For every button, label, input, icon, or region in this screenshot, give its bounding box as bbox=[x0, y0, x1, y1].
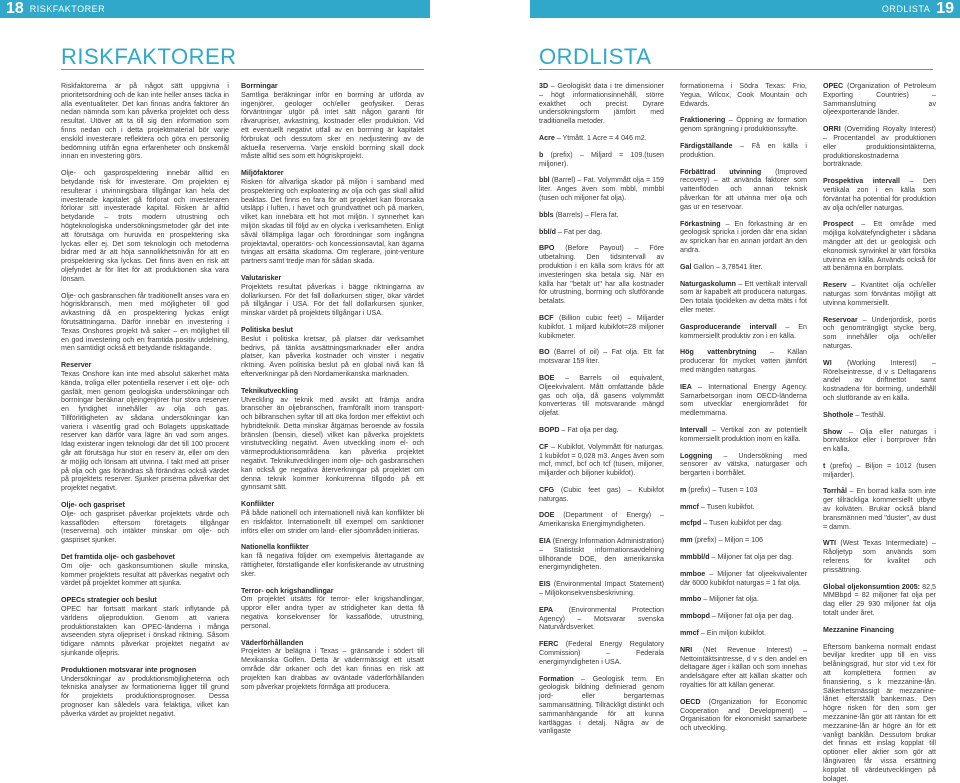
glossary-term: m bbox=[680, 485, 687, 494]
glossary-term: BOE bbox=[539, 373, 555, 382]
glossary-term: Prospektiva intervall bbox=[823, 177, 900, 186]
glossary-term: BO bbox=[539, 348, 550, 357]
glossary-entry bbox=[539, 134, 664, 143]
glossary-definition: – Källan producerar för mycket vatten jämfört med mängden naturgas. bbox=[680, 348, 807, 374]
glossary-entry bbox=[539, 443, 664, 478]
glossary-definition: – Fat olja per dag. bbox=[559, 425, 619, 434]
glossary-term: IEA bbox=[680, 382, 692, 391]
glossary-term: ORRI bbox=[823, 125, 841, 134]
glossary-entry bbox=[823, 462, 936, 480]
glossary-term: WTI bbox=[823, 539, 836, 548]
glossary-entry bbox=[680, 348, 807, 374]
glossary-definition: (West Texas Intermediate) – Råoljetyp som används som referens för kvalitet och prissättning. bbox=[823, 539, 936, 574]
glossary-term: CFG bbox=[539, 485, 554, 494]
section-body: Projektets resultat påverkas i bägge riktningarna av dollarkursen. För det fall dollarkursen stiger, ökar värdet på tillgångar i USA. För det fall dollarkursen sjunker, minskar värdet på projektets tillgångar i USA. bbox=[241, 282, 424, 318]
glossary-term: EIS bbox=[539, 580, 551, 589]
glossary-term: mmbopd bbox=[680, 612, 710, 621]
glossary-definition: – Geologiskt data i tre dimensioner – högt informationsinnehåll, större exakthet och precist. Dyrare undersökningsform jämfört med traditionella metoder. bbox=[539, 82, 664, 126]
glossary-definition: (Energy Information Administration) – Statistiskt informationsavdelning tillhörande DOE, den amerikanska energimyndigheten. bbox=[539, 537, 664, 572]
glossary-definition: – Tusen kubikfot. bbox=[698, 502, 755, 511]
glossary-term: Show bbox=[823, 427, 842, 436]
glossary-entry bbox=[680, 629, 807, 638]
glossary-entry bbox=[823, 583, 936, 618]
glossary-entry bbox=[539, 426, 664, 435]
glossary-term: Förkastning bbox=[680, 219, 721, 228]
glossary-entry bbox=[539, 176, 664, 202]
glossary-entry bbox=[539, 82, 664, 126]
glossary-term: Mezzanine Financing bbox=[823, 625, 894, 634]
glossary-definition: (prefix) – Tusen = 103 bbox=[686, 485, 758, 494]
glossary-term: BPO bbox=[539, 244, 555, 253]
glossary-term: mmcf bbox=[680, 629, 699, 638]
glossary-definition: – Fat per dag. bbox=[555, 227, 603, 236]
section-body: Samtliga beräkningar inför en borrning är utförda av ingenjörer, geologer och/eller geofysiker. Deras förväntningar utgör på intet sätt någon garanti för råvarupriser, avkastning, kostnader eller produktion. Vid ett eventuellt negativt utfall av en borrning är kapitalet förbrukat och dessutom sker en nedjustering av de aktuella reserverna. Varje enskild borrning skall dock måste alltid ses som ett högriskprojekt. bbox=[241, 90, 424, 161]
glossary-entry bbox=[823, 626, 936, 635]
glossary-term: Gasproducerande intervall bbox=[680, 322, 777, 331]
glossary-column-3 bbox=[823, 82, 936, 783]
glossary-definition: (Environmental Protection Agency) – Motsvarar svenska Naturvårdsverket. bbox=[539, 605, 664, 632]
glossary-entry bbox=[680, 168, 807, 212]
glossary-term: WI bbox=[823, 358, 832, 367]
glossary-term: Formation bbox=[539, 674, 574, 683]
glossary-entry bbox=[823, 281, 936, 307]
glossary-definition: – Ett vertikalt intervall som är kapabelt att producera naturgas. Den totala tjockleken av detta mäts i fot eller meter. bbox=[680, 279, 807, 314]
glossary-entry bbox=[680, 612, 807, 621]
right-page-number: 19 bbox=[936, 0, 954, 17]
glossary-term: Prospect bbox=[823, 220, 854, 229]
glossary-definition: – Ein miljon kubikfot. bbox=[698, 629, 766, 638]
section-body: kan få negativa följder om exempelvis återtagande av rättigheter, förstatligande eller konfiskerande av utrustning sker. bbox=[241, 552, 424, 578]
glossary-entry bbox=[539, 511, 664, 529]
right-section-label: ORDLISTA bbox=[881, 4, 931, 14]
glossary-definition: (Organization of Petroleum Exporting Countries) – Sammanslutning av oljeexporterande länder. bbox=[823, 82, 936, 117]
glossary-term: EIA bbox=[539, 537, 551, 546]
glossary-definition: Gallon – 3,78541 liter. bbox=[691, 262, 763, 271]
glossary-column-1 bbox=[539, 82, 664, 736]
glossary-entry bbox=[823, 82, 936, 117]
section-body: Beslut i politiska kretsar, på platser där verksamhet bedrivs, på tänkta avsättningsmarknader eller andra platser, kan påverka kostnader och vinster i negativ riktning. Även politiska beslut på en global nivå kan få efterverkningar på den Nordamerikanska marknaden. bbox=[241, 334, 424, 378]
glossary-column-2 bbox=[680, 82, 808, 733]
glossary-entry bbox=[680, 519, 807, 528]
glossary-term: Reserv bbox=[823, 281, 847, 290]
intro-paragraph: Olje- och gasprospektering innebär alltid en betydande risk för investerare. Om projekten ej resulterar i utvinningsbara tillgångar kan hela det investerade kapitalet gå förlorat och investeraren förlorar sitt investerade kapital. Risken är alltid betydande – trots modern utrustning och högteknologiska undersökningsmetoder går det inte att förutsäga om huruvida en prospektering ska lyckas eller ej. Det som teknologin och metoderna bidrar med är att höja sannolikhetsnivån för att en prospektering ska lyckas. Det finns även en risk att oljefyndet är för litet för att produktionen ska vara lönsam. bbox=[61, 169, 229, 283]
glossary-entry bbox=[680, 503, 807, 512]
glossary-definition: – Olja eller naturgas i borrvätskor eller i borrprover från en källa. bbox=[823, 427, 936, 454]
section-body: Om olje- och gaskonsumtionen skulle minska, kommer projektets resultat att påverkas negativt och värdet på projektet kommer att sjunka. bbox=[61, 561, 229, 588]
glossary-term: mmbo bbox=[680, 595, 702, 604]
glossary-definition: – Den vertikala zon i en källa som förväntat ha potential för produktion av olja och/eller naturgas. bbox=[823, 177, 936, 212]
glossary-term: DOE bbox=[539, 511, 555, 520]
glossary-definition: (prefix) – Biljon = 1012 (tusen miljarder). bbox=[823, 461, 936, 479]
glossary-definition: (Environmental Impact Statement) – Miljökonsekvensbeskrivning. bbox=[539, 580, 664, 598]
glossary-definition: – Geologisk term. En geologisk bildning definierad genom jord- eller bergarternas sammansättning. Tillräckligt distinkt och sammanhängande för att kunna kartläggas i detalj. Några av de vanligaste bbox=[539, 674, 664, 736]
glossary-entry bbox=[680, 280, 807, 315]
glossary-definition: (Barrel) – Fat. Volymmått olja = 159 liter. Anges även som mbbl, mmbbl (tusen och miljoner fat olja). bbox=[539, 176, 664, 202]
glossary-definition: (prefix) – Miljon = 106 bbox=[692, 536, 764, 545]
glossary-term: Torrhål bbox=[823, 487, 847, 496]
glossary-term: bbl bbox=[539, 176, 550, 185]
glossary-definition: – En kommersiellt produktiv zon i en källa. bbox=[680, 322, 807, 340]
glossary-entry bbox=[539, 314, 664, 340]
glossary-entry bbox=[823, 643, 936, 783]
glossary-term: NRI bbox=[680, 645, 693, 654]
glossary-definition: Eftersom bankerna normalt endast beviljar krediter upp till en viss belåningsgrad, hur stor vid t.ex för att komplettera formen av finansiering, s k mezzanine-lån. Säkerhetsmässigt är mezzanine-lånet efterställt bankernas. Den högre risken för den som ger mezzanine-lån gör att räntan för ett mezzanine-lån är högre än för ett vanligt banklån. Dessutom brukar det finnas ett inslag kopplat till optioner eller aktier som gör att långivaren får vissa ersättning kopplat till värdeutvecklingen på bolaget. bbox=[823, 642, 936, 783]
glossary-definition: – En borrad källa som inte ger tillräckliga kommersiellt utbyte av kolväten. Brukar också bland bransmännen med "duster", av dust = damm. bbox=[823, 487, 936, 531]
glossary-entry bbox=[539, 244, 664, 306]
glossary-definition: formationerna i Södra Texas: Frio, Yegua, Wilcox, Cook Mountain och Edwards. bbox=[680, 82, 807, 108]
glossary-entry bbox=[823, 428, 936, 454]
glossary-term: Intervall bbox=[680, 425, 708, 434]
glossary-term: OPEC bbox=[823, 82, 844, 90]
glossary-entry bbox=[680, 426, 807, 444]
glossary-term: BCF bbox=[539, 313, 554, 322]
glossary-definition: (Cubic feet gas) – Kubikfot naturgas. bbox=[539, 485, 664, 503]
section-heading: Borrningar bbox=[241, 82, 278, 90]
risk-column-2 bbox=[241, 82, 424, 691]
glossary-entry bbox=[539, 151, 664, 169]
section-body: Om projektet utsätts för terror- eller krigshandlingar, uppror eller andra typer av stridigheter kan detta få negativa konsekvenser för kassaflöde, utrustning, personal. bbox=[241, 595, 424, 630]
glossary-definition: – Underjordisk, porös och genomträngligt stycke berg, som innehåller olja och/eller naturgas. bbox=[823, 315, 936, 350]
glossary-entry bbox=[539, 675, 664, 737]
glossary-term: Reservoar bbox=[823, 315, 858, 324]
section-heading: OPECs strategier och beslut bbox=[61, 596, 157, 605]
section-heading: Teknikutveckling bbox=[241, 386, 299, 395]
glossary-term: Hög vattenbrytning bbox=[680, 348, 757, 357]
glossary-term: Global oljekonsumtion 2005: bbox=[823, 582, 920, 591]
glossary-term: EPA bbox=[539, 605, 554, 614]
glossary-definition: – Barrels oil equivalent, Oljeekvivalent. Mått omfattande både gas och olja, då gasens volymmått konverteras till motsvarande mängd oljefat. bbox=[539, 373, 664, 418]
glossary-term: Förbättrad utvinning bbox=[680, 167, 762, 176]
section-heading: Reserver bbox=[61, 361, 92, 370]
right-page-header bbox=[530, 0, 960, 18]
glossary-entry bbox=[823, 220, 936, 273]
glossary-definition: (Barrels) – Flera fat. bbox=[553, 210, 619, 219]
glossary-definition: (Net Revenue Interest) – Nettointäktsintresse, d v s den andel en deltagare äger i källan och som innehas andelsägare efter att källan skatter och royalties för att källan generar. bbox=[680, 645, 807, 690]
glossary-entry bbox=[680, 142, 807, 160]
glossary-entry bbox=[823, 487, 936, 531]
glossary-definition: 82,5 MMBbpd = 82 miljoner fat olja per dag eller 29 930 miljoner fat olja totalt under året. bbox=[823, 582, 936, 618]
section-heading: Det framtida olje- och gasbehovet bbox=[61, 553, 175, 562]
section-body: Risken för allvarliga skador på miljön i samband med prospektering och exploatering av olja och gas skall alltid beaktas. Det finns en fara för att projektet kan förorsaka utsläpp i luften, i havet och grundvattnet och på marken, vilket kan innebära ett hot mot miljön. I synnerhet kan miljön skadas till följd av en olycka i verksamheten. Enligt såväl tillämpliga lagar och förordningar som ingångna projektavtal, operatörs- och koncessionsavtal, kan ägarna tvingas att ersätta skadorna. Om reglerare, joint-venture partners samt tredje man för sådan skada. bbox=[241, 177, 424, 266]
intro-paragraph: Riskfaktorerna är på något sätt uppgivna i prioritetsordning och de kan inte heller anses täcka in alla eventualiteter. Det kan finnas andra faktorer än nedan nämnda som kan påverka projektet och dess resultat. Utöver att ta till sig den information som finns nedan och i detta projektmaterial bör varje enskild investerare reflektera och göra en personlig bedömning utifrån egna erfarenheter och önskemål innan en investering görs. bbox=[61, 82, 229, 161]
section-body: Olje- och gaspriset påverkar projektets värde och kassaflöden eftersom företagets tillgångar (reserverna) och intäkter minskar om olje- och gaspriset sjunker. bbox=[61, 509, 229, 545]
glossary-definition: – Testhål. bbox=[853, 410, 886, 419]
left-page-title: RISKFAKTORER bbox=[61, 44, 237, 69]
section-heading: Olje- och gaspriset bbox=[61, 501, 125, 510]
glossary-definition: – Miljoner fat olja per dag. bbox=[709, 612, 794, 621]
glossary-entry bbox=[823, 539, 936, 574]
intro-paragraph: Olje- och gasbranschen får traditionellt anses vara en högriskbransch, men med möjligheter till god avkastning då en prospektering lyckas enligt förutsättningarna. Därför innebär en investering i Texas Onshores projekt två saker – en möjlighet till en god investering och en framtida positiv utdelning, men samtidigt också ett betydande risktagande. bbox=[61, 291, 229, 353]
section-body: OPEC har fortsatt markant stark inflytande på världens oljeproduktion. Genom att variera produktionstakten kan OPEC-länderna i många avseenden styra oljepriset i önskad riktning. Såsom tidigare nämnts påverkar projektet negativt av sjunkande oljepris. bbox=[61, 605, 229, 658]
glossary-definition: (Barrel of oil) – Fat olja. Ett fat motsvarar 159 liter. bbox=[539, 348, 664, 366]
glossary-definition: (Department of Energy) – Amerikanska Energimyndigheten. bbox=[539, 511, 664, 529]
section-heading: Nationella konflikter bbox=[241, 543, 309, 552]
glossary-definition: (Federal Energy Regulatory Commission) – Federala energimyndigheten i USA. bbox=[539, 640, 664, 666]
glossary-term: mmbbl/d bbox=[680, 553, 710, 562]
glossary-definition: – Kubikfot. Volymmått för naturgas. 1 kubikfot = 0,028 m3. Anges även som mcf, mmcf, bcf och tcf (tusen, miljoner, miljarder och biljoner kubikfot). bbox=[539, 442, 664, 478]
right-title-rule bbox=[539, 69, 933, 70]
section-body: På både nationell och internationell nivå kan konflikter bli en riskfaktor. Internationellt till exempel om sanktioner införs eller om strider om land- eller sjöområden initieras. bbox=[241, 509, 424, 535]
right-page-title: ORDLISTA bbox=[539, 44, 652, 69]
left-page-header bbox=[0, 0, 430, 18]
glossary-term: CF bbox=[539, 442, 549, 451]
glossary-definition: – International Energy Agency. Samarbetsorgan inom OECD-länderna som utvecklar energiområdet för medlemmarna. bbox=[680, 382, 807, 418]
glossary-entry bbox=[539, 486, 664, 504]
glossary-definition: (prefix) – Miljard = 109.(tusen miljoner). bbox=[539, 150, 664, 168]
glossary-term: Fraktionering bbox=[680, 116, 726, 125]
section-heading: Produktionen motsvarar inte prognosen bbox=[61, 665, 197, 674]
glossary-definition: (Billion cubic feet) – Miljarder kubikfot. 1 miljard kubikfot=28 miljoner kubikmeter. bbox=[539, 313, 664, 340]
glossary-definition: (Organization for Economic Cooperation and Development) – Organisation för ekonomiskt samarbete och utveckling. bbox=[680, 697, 807, 733]
glossary-term: mm bbox=[680, 536, 693, 545]
left-page-number: 18 bbox=[6, 0, 24, 17]
glossary-entry bbox=[539, 537, 664, 572]
glossary-term: Färdigställande bbox=[680, 141, 733, 150]
glossary-entry bbox=[823, 177, 936, 212]
glossary-entry bbox=[539, 374, 664, 418]
section-body: Texas Onshore kan inte med absolut säkerhet mäta kända, troliga eller potentiella reserver i ett olje- och gasfält, men genom geologiska undersökningar och borrningar beräknar oljeingenjörer hur stora reserver en fyndighet innehåller av olja och gas. Tillförlitligheten av sådana undersökningar kan variera i väsentlig grad och Bolagets uppskattade reserver kan därför vara lägre än vad som anges. Idag existerar ingen teknologi där det till 100 procent går att förutsäga hur stor en reserv är, eller om den är möjlig och lönsam att utvinna. I takt med att priser på olja och gas förändras så förändras också värdet på projektets reserver. Sjunker priserna påverkar det projektet negativt. bbox=[61, 369, 229, 493]
glossary-entry bbox=[680, 220, 807, 255]
glossary-term: FERC bbox=[539, 640, 559, 649]
glossary-definition: – Vertikal zon av potentiellt kommersiellt produktion inom en källa. bbox=[680, 425, 807, 443]
glossary-term: mcfpd bbox=[680, 519, 702, 528]
glossary-definition: – Ett område med möjliga kolvätefyndigheter i sådana mängder att det ur geologisk och ekonomisk synvinkel är värt försöka utvinna en källa. Används också för att benämna en borrplats. bbox=[823, 220, 936, 273]
glossary-definition: – Miljoner fat olja per dag. bbox=[709, 553, 794, 562]
glossary-entry bbox=[539, 640, 664, 666]
glossary-term: Acre bbox=[539, 133, 555, 142]
left-title-rule bbox=[61, 69, 424, 70]
section-heading: Valutarisker bbox=[241, 273, 282, 282]
glossary-definition: – Ytmått. 1 Acre = 4 046 m2. bbox=[554, 133, 647, 142]
glossary-entry bbox=[823, 359, 936, 403]
glossary-term: Gal bbox=[680, 262, 692, 271]
risk-column-1 bbox=[61, 82, 229, 718]
glossary-entry bbox=[680, 383, 807, 418]
glossary-entry bbox=[680, 570, 807, 588]
glossary-entry bbox=[680, 116, 807, 134]
glossary-term: 3D bbox=[539, 82, 549, 90]
glossary-entry bbox=[823, 411, 936, 420]
glossary-entry bbox=[680, 536, 807, 545]
glossary-entry bbox=[539, 348, 664, 366]
glossary-entry bbox=[680, 82, 807, 108]
glossary-term: Naturgaskolumn bbox=[680, 279, 736, 288]
glossary-entry bbox=[680, 263, 807, 272]
glossary-definition: (Working Interest) – Rörelseintresse, d v s Deltagarens andel av driftnettot samt kostnadena för borrning, underhåll och slutförande av en källa. bbox=[823, 358, 936, 402]
glossary-definition: – Undersökning med sensorer av vätska, naturgaser och bergarten i borrhålet. bbox=[680, 451, 807, 478]
glossary-definition: – Kvantitet olja och/eller naturgas som förväntas möjligt att utvinna kommersiellt. bbox=[823, 281, 936, 307]
glossary-entry bbox=[823, 316, 936, 351]
glossary-term: bbls bbox=[539, 210, 554, 219]
glossary-definition: (Before Payout) – Före utbetalning. Den tidsintervall av produktion i en källa som krävs för att investeringen ska betala sig. När en källa har "betalt ut" har alla kostnader för utrustning, borrning och slutförande betalats. bbox=[539, 244, 664, 306]
glossary-term: mmcf bbox=[680, 502, 699, 511]
glossary-definition: – Miljoner fat olja. bbox=[701, 595, 759, 604]
glossary-entry bbox=[680, 595, 807, 604]
glossary-definition: – Miljoner fat oljeekvivalenter där 6000 kubikfot naturgas = 1 fat olja. bbox=[680, 569, 807, 587]
left-section-label: RISKFAKTORER bbox=[29, 4, 106, 14]
section-heading: Politiska beslut bbox=[241, 325, 294, 334]
glossary-definition: – Tusen kubikfot per dag. bbox=[701, 519, 783, 528]
glossary-definition: – Öppning av formation genom sprängning i produktionssyfte. bbox=[680, 116, 807, 134]
section-heading: Konflikter bbox=[241, 500, 275, 509]
glossary-entry bbox=[539, 606, 664, 632]
glossary-entry bbox=[680, 323, 807, 341]
section-body: Utveckling av teknik med avsikt att främja andra branscher än oljebranschen, framförallt inom transport- och bilbranschen syftar till att öka fordon mer effektivt och hybridteknik. Detta minskar åtgärnas beroende av fossila bränslen (bensin, diesel) vilket kan påverka projektets vinstutveckling negativt. Även utveckling inom el- och värmeproduktionsområdena kan påverka projektet negativt. Teknikutvecklingen inom olje- och gasbranschen kan också ge negativa återverkningar på projektet om denna teknik kommer konkurrenna tillgodo på ett gynnsamt sätt. bbox=[241, 395, 424, 492]
glossary-definition: – En förkastning är en geologisk spricka i jorden där ena sidan av sprickan har en annan jordart än den andra. bbox=[680, 219, 807, 254]
glossary-entry bbox=[539, 580, 664, 598]
section-heading: Miljöfaktorer bbox=[241, 169, 284, 178]
glossary-entry bbox=[680, 486, 807, 495]
glossary-entry bbox=[823, 125, 936, 169]
section-body: Projekten är belägna i Texas – gränsande i södert till Mexikanska Golfen. Detta är väderrmässigt ett utsatt område där orkaner och det kan finnas en risk att projekten kan drabbas av oväntade väderförhållanden som påverkar projektets förmåga att producera. bbox=[241, 647, 424, 691]
glossary-term: Loggning bbox=[680, 451, 713, 460]
glossary-definition: (Improved recovery) – att använda faktorer som vattenflöden och annan teknisk påverkan för att utvinna mer olja och gas ur en reservoar. bbox=[680, 167, 808, 211]
glossary-definition: – Få en källa i produktion. bbox=[680, 141, 807, 159]
glossary-definition: (Overriding Royalty Interest) – Procentandel av produktionen eller produktionsintäkterna, produktionskostnaderna borträknade. bbox=[823, 125, 936, 169]
glossary-entry bbox=[680, 698, 807, 733]
glossary-term: OECD bbox=[680, 697, 701, 706]
glossary-term: BOPD bbox=[539, 425, 560, 434]
glossary-term: b bbox=[539, 150, 544, 159]
glossary-entry bbox=[539, 211, 664, 220]
section-heading: Terror- och krigshandlingar bbox=[241, 586, 334, 595]
glossary-term: bbl/d bbox=[539, 227, 556, 236]
section-body: Undersökningar av produktionsmöjligheterna och tekniska analyser av formationerna ligger till grund för projektets produktionsprognoser. Dessa prognoser kan såledels vara felaktiga, vilket kan påverka värdet av projektet negativt. bbox=[61, 674, 229, 718]
glossary-entry bbox=[539, 228, 664, 237]
glossary-entry bbox=[680, 553, 807, 562]
glossary-term: mmboe bbox=[680, 569, 706, 578]
glossary-entry bbox=[680, 452, 807, 478]
section-heading: Väderförhållanden bbox=[241, 638, 304, 647]
glossary-entry bbox=[680, 646, 807, 690]
glossary-term: t bbox=[823, 461, 826, 470]
glossary-term: Shothole bbox=[823, 410, 854, 419]
